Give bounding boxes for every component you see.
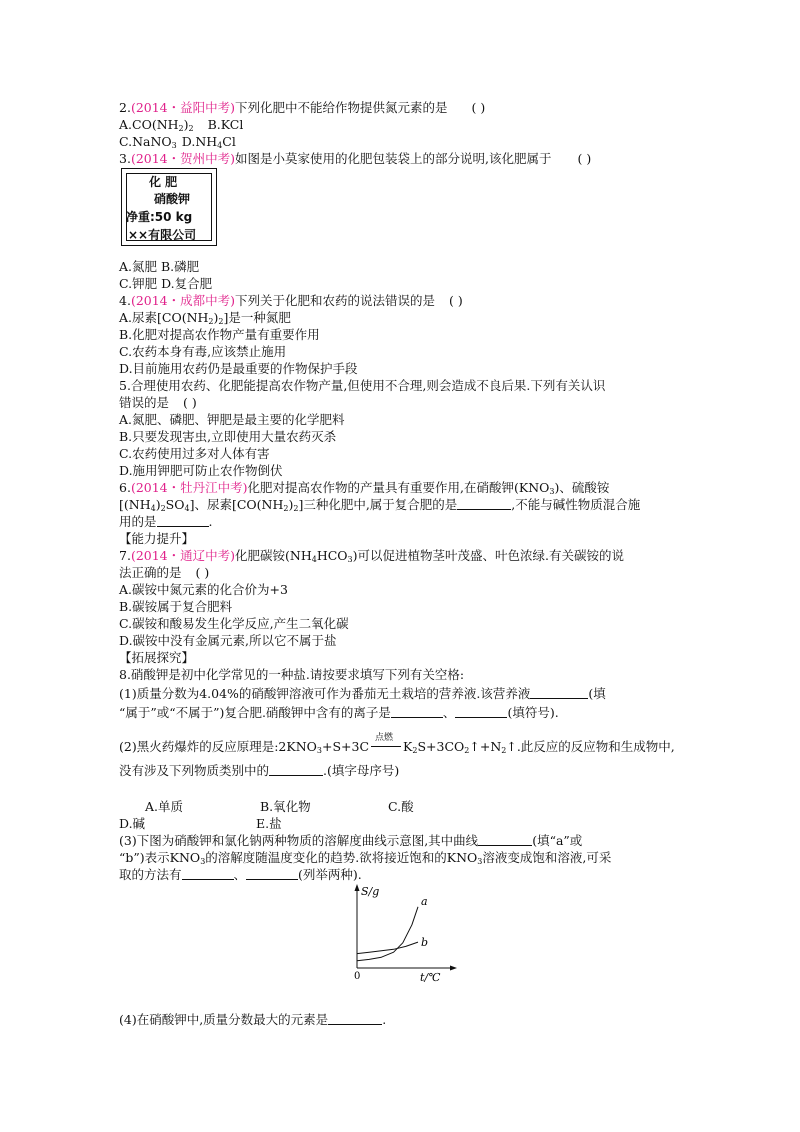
q8-blank-method-2[interactable]: [246, 867, 298, 880]
q2-option-a: A.CO(NH: [119, 117, 179, 132]
q8-p2-option-e: E.盐: [256, 816, 282, 831]
q8-p1-line2-a: “属于”或“不属于”)复合肥.硝酸钾中含有的离子是: [119, 705, 391, 720]
q5-option-d: D.施用钾肥可防止农作物倒伏: [119, 463, 283, 478]
reaction-bar: [371, 746, 401, 747]
q6-stem2-f: ]三种化肥中,属于复合肥的是: [298, 497, 458, 512]
solubility-curve-chart: [340, 882, 470, 982]
q7-stem1-b: HCO: [316, 548, 348, 563]
q8-p4-b: .: [382, 1012, 387, 1027]
q8-p2-option-a: A.单质: [145, 799, 184, 814]
q5-stem-line-1: 5.合理使用农药、化肥能提高农作物产量,但使用不合理,则会造成不良后果.下列有关认识: [119, 378, 606, 393]
q3-source-tag: (2014・贺州中考): [130, 151, 236, 166]
q8-p3-line1-b: (填“a”或: [532, 833, 583, 848]
q2-source-tag: (2014・益阳中考): [130, 100, 236, 115]
q8-p2-line1-c: K: [403, 739, 413, 754]
q4-answer-paren: ( ): [449, 293, 463, 308]
curve-b: [357, 942, 418, 954]
q8-p3-line2-c: 溶液变成饱和溶液,可采: [482, 850, 612, 865]
q6-blank-compound-fertilizer[interactable]: [457, 497, 511, 510]
q7-number: 7.: [119, 548, 131, 563]
q8-p2-sub4: 2: [501, 746, 507, 755]
q5-stem-2: 错误的是: [119, 395, 170, 410]
q4-stem: 下列关于化肥和农药的说法错误的是: [235, 293, 436, 308]
q2-option-d-post: Cl: [222, 134, 236, 149]
q6-source-tag: (2014・牡丹江中考): [130, 480, 248, 495]
q8-part1-line-1: [119, 685, 606, 702]
q8-p2-option-c: C.酸: [388, 799, 414, 814]
q4-number: 4.: [119, 293, 131, 308]
q8-p3-sub2: 3: [477, 857, 483, 866]
q2-option-b: B.KCl: [207, 117, 244, 132]
q8-stem: 8.硝酸钾是初中化学常见的一种盐.请按要求填写下列有关空格:: [119, 667, 465, 682]
fertilizer-label-box: [121, 168, 217, 246]
x-axis-arrow: [450, 966, 457, 971]
q7-option-b: B.碳铵属于复合肥料: [119, 599, 233, 614]
q8-blank-1[interactable]: [530, 686, 588, 699]
q6-stem3-a: 用的是: [119, 514, 157, 529]
q7-stem1-sub2: 3: [347, 555, 353, 564]
q8-p1-line2-b: 、: [442, 705, 456, 720]
y-axis-arrow: [355, 884, 360, 891]
q8-part3-line-3: [119, 866, 362, 883]
q2-stem: 下列化肥中不能给作物提供氮元素的是: [235, 100, 448, 115]
q8-part3-line-1: [119, 832, 582, 849]
q4-option-d: D.目前施用农药仍是最重要的作物保护手段: [119, 361, 358, 376]
q8-p2-option-d: D.碱: [119, 816, 146, 831]
label-line-company: ××有限公司: [128, 228, 197, 242]
q3-number: 3.: [119, 151, 131, 166]
q8-part1-line-2: [119, 704, 559, 721]
q7-option-d: D.碳铵中没有金属元素,所以它不属于盐: [119, 633, 337, 648]
q5-stem-line-2: [119, 394, 197, 411]
q8-p2-sub3: 2: [464, 746, 470, 755]
q8-p2-line1-b: +S+3C: [322, 739, 370, 754]
q8-p1-line1-b: (填: [588, 686, 606, 701]
q8-p1-line1-a: (1)质量分数为4.04%的硝酸钾溶液可作为番茄无土栽培的营养液.该营养液: [119, 686, 531, 701]
q4-source-tag: (2014・成都中考): [130, 293, 236, 308]
q3-stem-line: [119, 150, 591, 167]
q8-p3-line3-c: (列举两种).: [298, 867, 362, 882]
q8-p2-option-b: B.氧化物: [260, 799, 311, 814]
q8-blank-curve[interactable]: [478, 833, 532, 846]
label-line-name: 硝酸钾: [154, 192, 191, 206]
label-line-net-weight: 净重:50 kg: [126, 210, 193, 224]
q3-options-ab: A.氮肥 B.磷肥: [119, 259, 200, 274]
q2-option-c-sub: 3: [171, 141, 177, 150]
q2-option-a-sub: 2: [178, 124, 184, 133]
q8-p3-line3-a: 取的方法有: [119, 867, 182, 882]
q7-stem1-sub1: 4: [311, 555, 317, 564]
q8-p3-line2-b: 的溶解度随温度变化的趋势.欲将接近饱和的KNO: [205, 850, 478, 865]
q4-option-b: B.化肥对提高农作物产量有重要作用: [119, 327, 320, 342]
q6-stem2-sub1: 4: [150, 504, 156, 513]
reaction-condition-arrow: [369, 733, 403, 755]
q2-stem-line: [119, 99, 485, 116]
q8-p3-line2-a: “b”)表示KNO: [119, 850, 201, 865]
q6-stem2-d: ]、尿素[CO(NH: [189, 497, 284, 512]
q8-blank-ion-2[interactable]: [455, 705, 507, 718]
q8-p2-line1-a: (2)黑火药爆炸的反应原理是:2KNO: [119, 739, 317, 754]
q7-source-tag: (2014・通辽中考): [130, 548, 236, 563]
q6-stem-line-3: [119, 513, 213, 530]
q6-stem2-sub4: 2: [283, 504, 289, 513]
q8-blank-method-1[interactable]: [182, 867, 234, 880]
q6-stem3-b: .: [208, 514, 213, 529]
q6-stem1-a: 化肥对提高农作物的产量具有重要作用,在硝酸钾(KNO: [247, 480, 550, 495]
q2-option-a-close: ): [183, 117, 189, 132]
q6-stem2-e: ): [288, 497, 294, 512]
q6-stem2-a: [(NH: [119, 497, 151, 512]
curve-label-b: b: [421, 936, 429, 950]
q3-answer-paren: ( ): [577, 151, 592, 166]
curve-label-a: a: [421, 894, 428, 908]
q6-stem1-sub: 3: [549, 487, 555, 496]
q8-p2-line2-b: .(填字母序号): [323, 763, 400, 778]
q8-blank-category[interactable]: [269, 763, 323, 776]
q8-part4-line: [119, 1011, 386, 1028]
q5-option-c: C.农药使用过多对人体有害: [119, 446, 270, 461]
q5-option-b: B.只要发现害虫,立即使用大量农药灭杀: [119, 429, 337, 444]
q8-p2-sub2: 2: [412, 746, 418, 755]
q8-blank-ion-1[interactable]: [391, 705, 443, 718]
q6-blank-alkali[interactable]: [157, 514, 209, 527]
q8-p2-line2-a: 没有涉及下列物质类别中的: [119, 763, 270, 778]
q7-option-c: C.碳铵和酸易发生化学反应,产生二氧化碳: [119, 616, 349, 631]
q2-option-c: C.NaNO: [119, 134, 172, 149]
label-line-fertilizer: 化 肥: [149, 175, 178, 189]
q3-options-cd: C.钾肥 D.复合肥: [119, 276, 213, 291]
q5-option-a: A.氮肥、磷肥、钾肥是最主要的化学肥料: [119, 412, 345, 427]
q4-option-c: C.农药本身有毒,应该禁止施用: [119, 344, 287, 359]
q8-part2-line-1: [119, 733, 675, 759]
q7-answer-paren: ( ): [195, 565, 210, 580]
q8-p2-line1-e: ↑+N: [469, 739, 502, 754]
q4-option-a-sub2: 2: [218, 317, 224, 326]
q6-number: 6.: [119, 480, 131, 495]
section-ability-heading: 【能力提升】: [119, 531, 195, 546]
q6-stem2-sub3: 4: [184, 504, 190, 513]
q8-p2-line1-d: S+3CO: [417, 739, 465, 754]
origin-label: 0: [354, 971, 361, 982]
q2-option-d-sub: 4: [217, 141, 223, 150]
reaction-condition-label: 点燃: [375, 733, 394, 743]
q2-answer-paren: ( ): [471, 100, 486, 115]
q6-stem2-g: ,不能与碱性物质混合施: [511, 497, 641, 512]
y-axis-label: S/g: [361, 885, 380, 898]
q4-option-a-post: ]是一种氮肥: [223, 310, 291, 325]
q7-option-a: A.碳铵中氮元素的化合价为+3: [119, 582, 288, 597]
q6-stem1-b: )、硫酸铵: [554, 480, 610, 495]
q2-option-d: D.NH: [181, 134, 218, 149]
q8-p3-line3-b: 、: [233, 867, 247, 882]
q4-stem-line: [119, 292, 463, 309]
q6-stem2-c: SO: [165, 497, 185, 512]
q8-p2-sub1: 3: [316, 746, 322, 755]
q8-p3-line1-a: (3)下图为硝酸钾和氯化钠两种物质的溶解度曲线示意图,其中曲线: [119, 833, 479, 848]
q8-blank-element[interactable]: [328, 1012, 382, 1025]
q7-stem1-c: )可以促进植物茎叶茂盛、叶色浓绿.有关碳铵的说: [352, 548, 624, 563]
section-explore-heading: 【拓展探究】: [119, 650, 195, 665]
q8-p2-line1-f: ↑.此反应的反应物和生成物中,: [506, 739, 675, 754]
q6-stem2-sub2: 2: [160, 504, 166, 513]
q7-stem-line-2: [119, 564, 209, 581]
q3-stem: 如图是小莫家使用的化肥包装袋上的部分说明,该化肥属于: [235, 151, 552, 166]
q4-option-a-mid: ): [213, 310, 219, 325]
q8-part2-line-2: [119, 762, 399, 779]
q6-stem2-sub5: 2: [293, 504, 299, 513]
q5-answer-paren: ( ): [183, 395, 197, 410]
q4-option-a-sub: 2: [208, 317, 214, 326]
q8-p3-sub1: 3: [200, 857, 206, 866]
q6-stem2-b: ): [155, 497, 161, 512]
q7-stem-2: 法正确的是: [119, 565, 182, 580]
q2-number: 2.: [119, 100, 131, 115]
q4-option-a-pre: A.尿素[CO(NH: [119, 310, 209, 325]
q8-p4-a: (4)在硝酸钾中,质量分数最大的元素是: [119, 1012, 329, 1027]
q8-p1-line2-c: (填符号).: [507, 705, 559, 720]
q7-stem1-a: 化肥碳铵(NH: [235, 548, 312, 563]
q2-option-a-sub2: 2: [188, 124, 194, 133]
x-axis-label: t/℃: [420, 971, 441, 982]
